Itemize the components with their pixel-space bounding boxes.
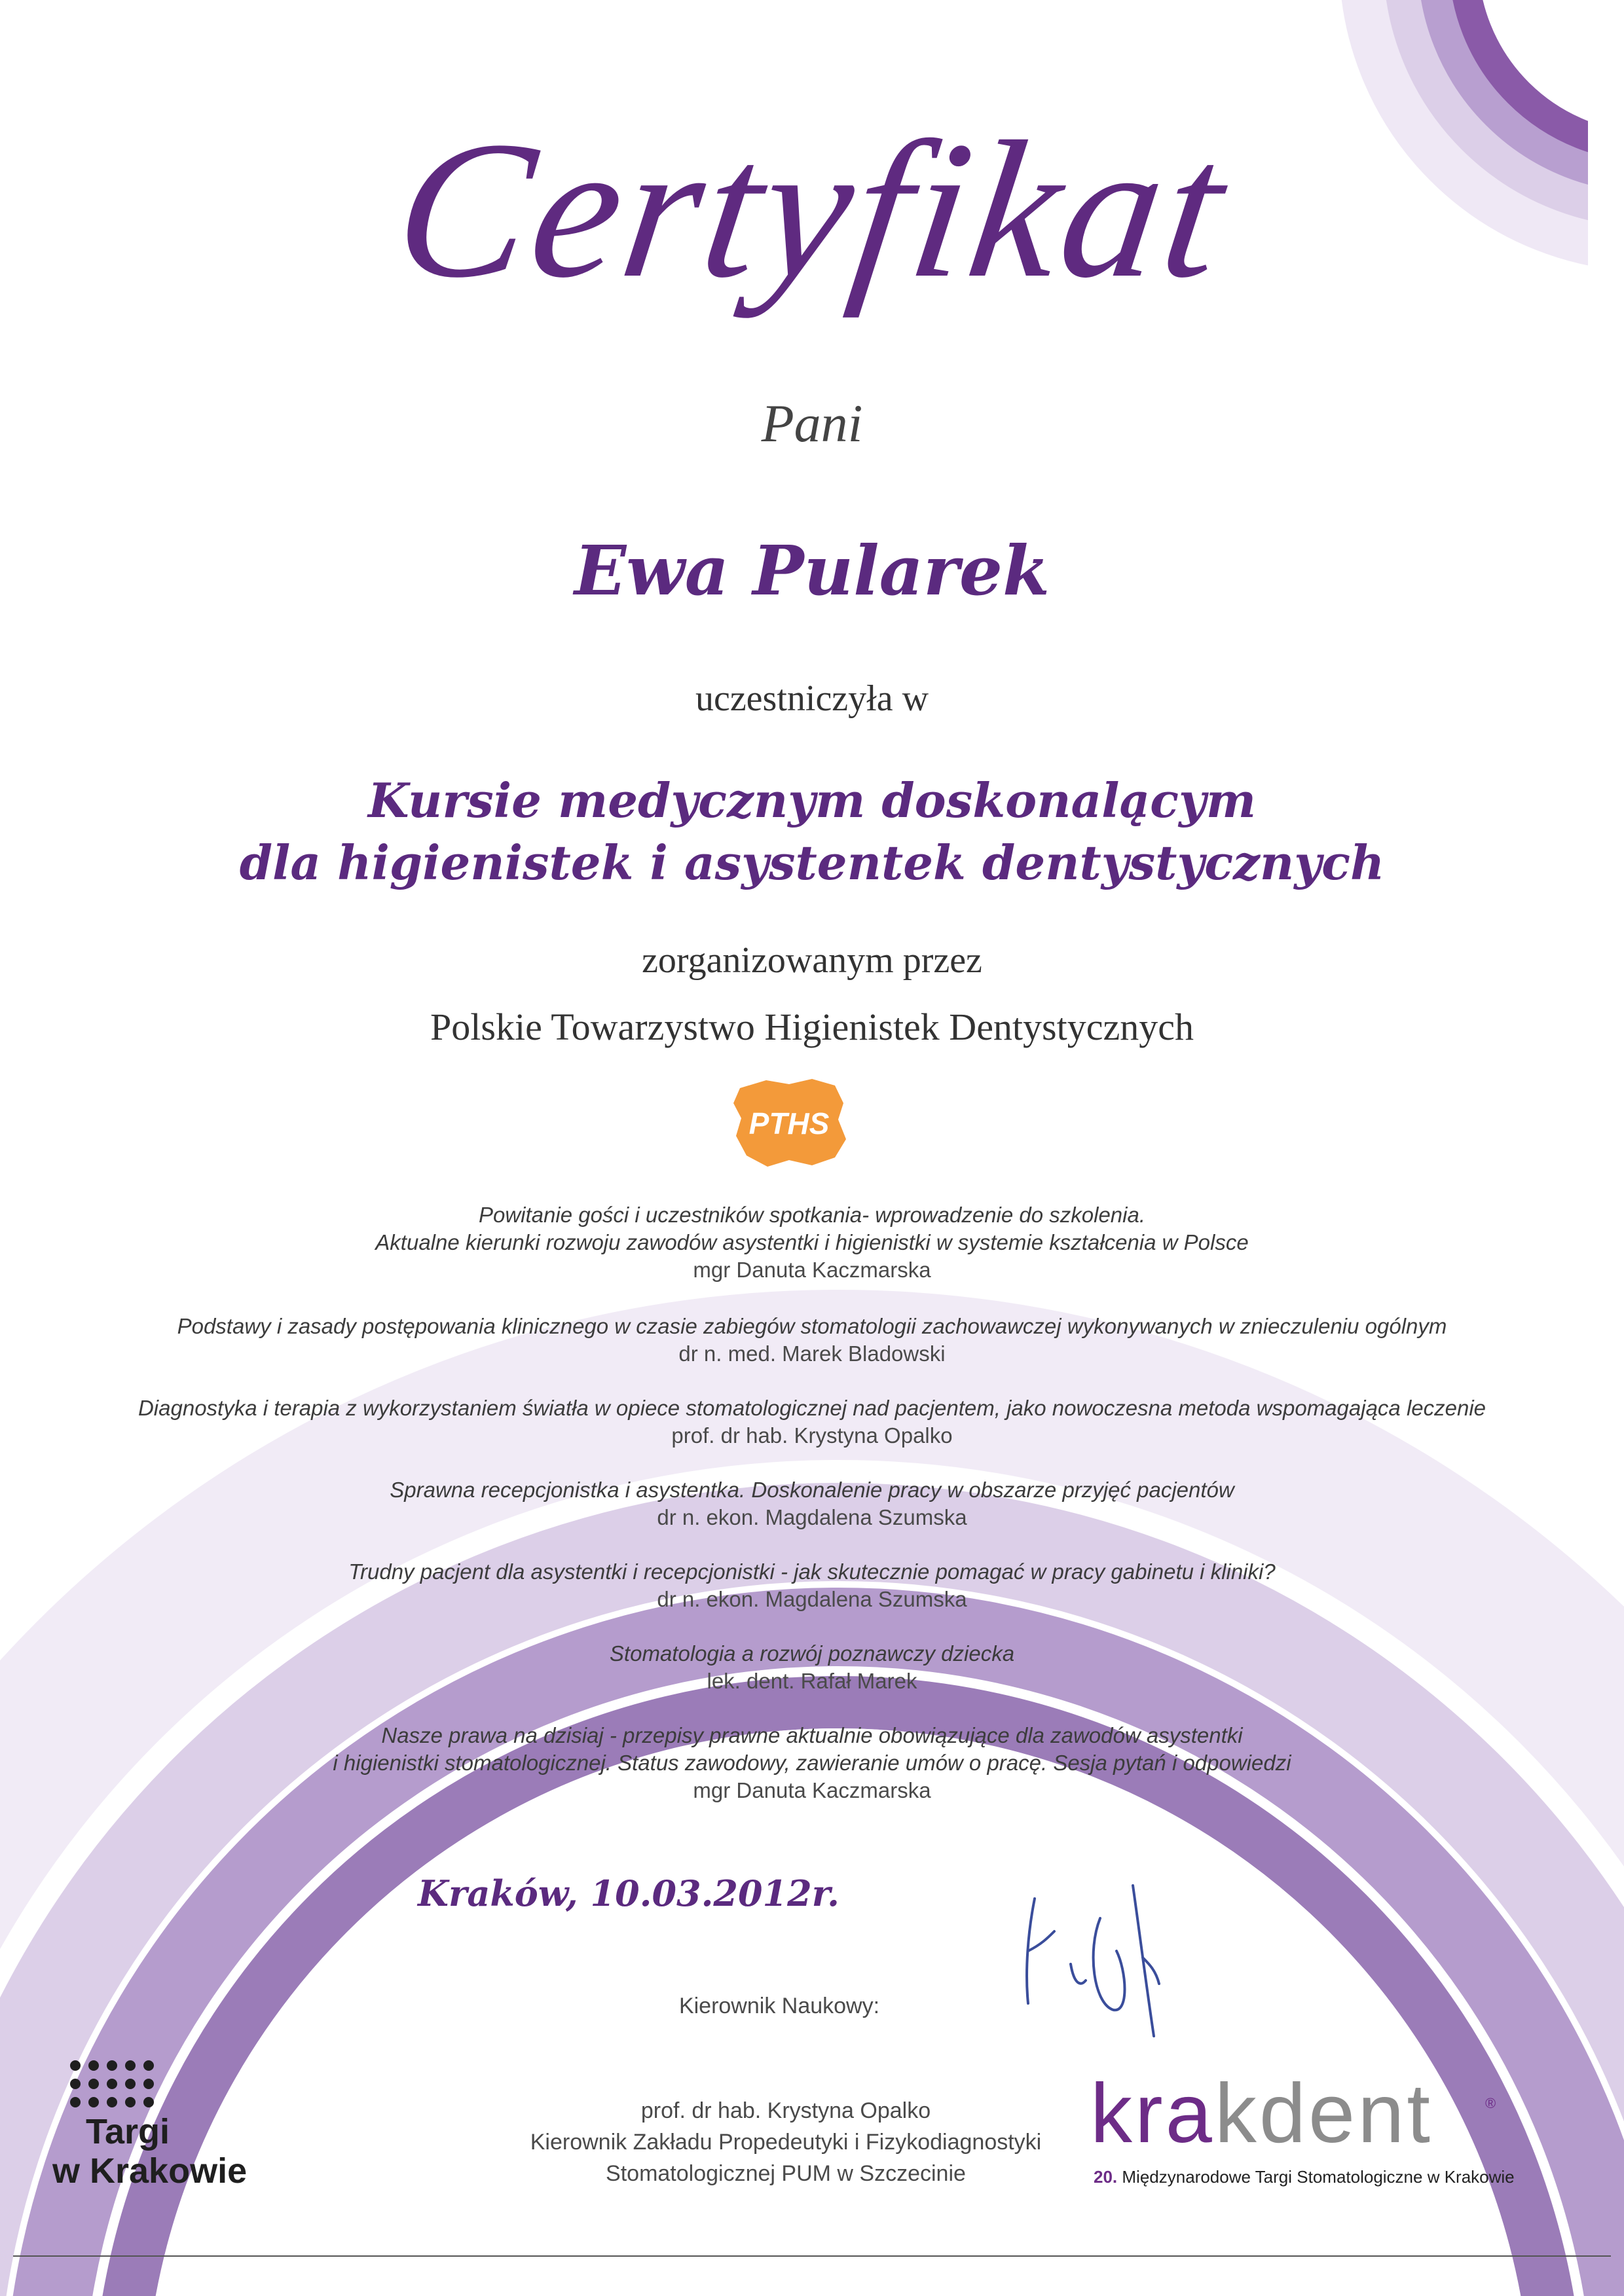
- session-speaker: mgr Danuta Kaczmarska: [693, 1258, 931, 1282]
- organization-name: Polskie Towarzystwo Higienistek Dentystycznych: [430, 1006, 1194, 1048]
- krakdent-logo-part-1: kra: [1090, 2067, 1215, 2160]
- session-7: [0, 1722, 1624, 1804]
- course-name-line-2: dla higienistek i asystentek dentystycznych: [239, 835, 1385, 890]
- signatory-position-line-1: Kierownik Zakładu Propedeutyki i Fizykodiagnostyki: [530, 2130, 1042, 2155]
- signatory-block: [511, 2095, 1061, 2189]
- session-speaker: mgr Danuta Kaczmarska: [693, 1778, 931, 1802]
- krakdent-edition-number: 20.: [1094, 2167, 1118, 2187]
- targi-dots-icon: [69, 2059, 174, 2111]
- session-title-line: Trudny pacjent dla asystentki i recepcjonistki - jak skutecznie pomagać w pracy gabinetu i kliniki?: [348, 1559, 1276, 1584]
- session-title-line: Nasze prawa na dzisiaj - przepisy prawne aktualnie obowiązujące dla zawodów asystentki: [381, 1723, 1243, 1747]
- krakdent-subtitle: [1094, 2167, 1515, 2187]
- session-speaker: dr n. med. Marek Bladowski: [678, 1341, 946, 1366]
- session-title-line: Powitanie gości i uczestników spotkania- wprowadzenie do szkolenia.: [478, 1203, 1146, 1227]
- signatory-position-line-2: Stomatologicznej PUM w Szczecinie: [606, 2161, 966, 2186]
- targi-logo-line-2: w Krakowie: [52, 2151, 248, 2191]
- targi-logo-line-1: Targi: [85, 2112, 170, 2151]
- session-title-line: Diagnostyka i terapia z wykorzystaniem światła w opiece stomatologicznej nad pacjentem, jako nowoczesna metoda wspomagająca leczenie: [138, 1396, 1486, 1420]
- ptshd-logo-text: PTHS: [748, 1106, 830, 1140]
- bottom-divider: [13, 2255, 1611, 2257]
- session-title-line: Podstawy i zasady postępowania klinicznego w czasie zabiegów stomatologii zachowawczej wykonywanych w znieczuleniu ogólnym: [177, 1314, 1447, 1338]
- signatory-name: prof. dr hab. Krystyna Opalko: [640, 2098, 931, 2123]
- recipient-name: Ewa Pularek: [574, 530, 1050, 611]
- salutation: Pani: [761, 393, 863, 453]
- certificate-title: Certyfikat: [384, 101, 1240, 318]
- session-speaker: dr n. ekon. Magdalena Szumska: [657, 1587, 967, 1611]
- session-6: [0, 1640, 1624, 1695]
- session-title-line: Sprawna recepcjonistka i asystentka. Doskonalenie pracy w obszarze przyjęć pacjentów: [390, 1478, 1234, 1502]
- participation-text: uczestniczyła w: [695, 678, 929, 719]
- session-speaker: lek. dent. Rafał Marek: [707, 1669, 917, 1693]
- place-and-date-text: Kraków, 10.03.2012r.: [418, 1872, 840, 1914]
- krakdent-logo-part-2: kdent: [1214, 2067, 1433, 2160]
- session-2: [0, 1313, 1624, 1368]
- registered-mark: ®: [1485, 2095, 1496, 2111]
- organized-by-text: zorganizowanym przez: [642, 940, 982, 981]
- krakdent-subtitle-text: Międzynarodowe Targi Stomatologiczne w Krakowie: [1117, 2167, 1515, 2187]
- session-speaker: dr n. ekon. Magdalena Szumska: [657, 1505, 967, 1529]
- session-title-line: i higienistki stomatologicznej. Status zawodowy, zawieranie umów o pracę. Sesja pytań i odpowiedzi: [333, 1751, 1291, 1775]
- krakdent-logo: [1090, 2067, 1433, 2160]
- place-and-date: [0, 1872, 1624, 1914]
- session-speaker: prof. dr hab. Krystyna Opalko: [671, 1423, 953, 1448]
- scientific-head-label: Kierownik Naukowy:: [678, 1994, 880, 2018]
- session-title-line: Aktualne kierunki rozwoju zawodów asystentki i higienistki w systemie kształcenia w Polsce: [375, 1230, 1249, 1254]
- poland-map-icon: [727, 1074, 851, 1172]
- session-4: [0, 1476, 1624, 1531]
- handwritten-signature: [1008, 1872, 1179, 2056]
- session-1: [0, 1201, 1624, 1284]
- ptshd-logo: [727, 1074, 851, 1172]
- session-title-line: Stomatologia a rozwój poznawczy dziecka: [609, 1641, 1015, 1666]
- course-name-line-1: Kursie medycznym doskonalącym: [367, 773, 1257, 828]
- session-3: [0, 1394, 1624, 1449]
- session-5: [0, 1558, 1624, 1613]
